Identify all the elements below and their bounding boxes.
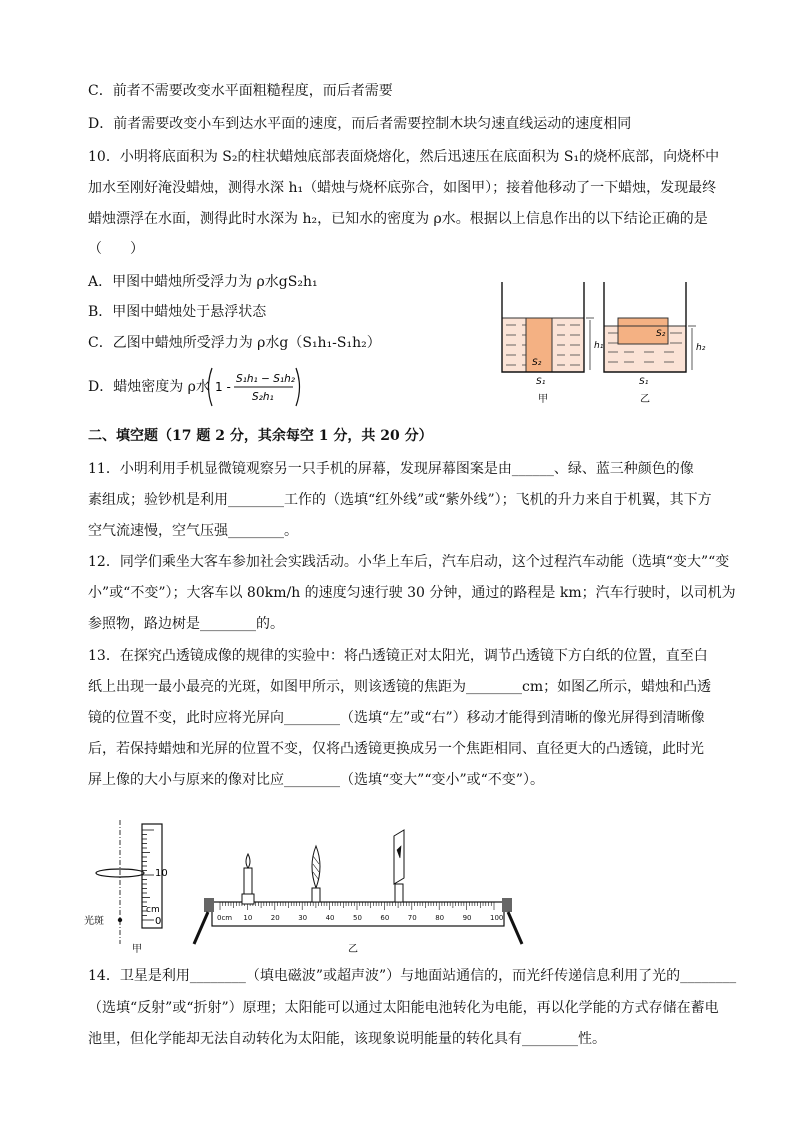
q10-line1: 10．小明将底面积为 S₂的柱状蜡烛底部表面烧熔化，然后迅速压在底面积为 S₁的烧杯底部，向烧杯中: [88, 149, 720, 165]
bench-label: 70: [407, 914, 417, 922]
option-d-formula: [204, 364, 304, 410]
figure-jia: [84, 820, 168, 955]
q10-figure: [494, 280, 714, 410]
q13-line4: 后，若保持蜡烛和光屏的位置不变，仅将凸透镜更换成另一个焦距相同、直径更大的凸透镜，此时光: [88, 741, 704, 757]
q10-line4: （ ）: [88, 241, 144, 257]
bench-label: 30: [298, 914, 308, 922]
light-spot: [118, 918, 122, 922]
q11-line3: 空气流速慢，空气压强________。: [88, 523, 298, 539]
bench-label: 90: [462, 914, 472, 922]
bench-label: 50: [353, 914, 362, 922]
figure-yi: [194, 830, 522, 955]
spot-label: 光斑: [84, 916, 104, 927]
bench-lens: [312, 846, 320, 902]
bench-label: 100: [490, 914, 504, 922]
bench-label: 80: [435, 914, 445, 922]
q14-line3: 池里，但化学能却无法自动转化为太阳能，该现象说明能量的转化具有________性。: [88, 1031, 606, 1047]
beaker-jia: [502, 282, 604, 405]
formula-denominator: S₂h₁: [252, 391, 274, 403]
ruler-cm: cm: [146, 905, 160, 915]
option-d-prefix: D．蜡烛密度为 ρ水: [88, 379, 210, 395]
candle: [242, 854, 254, 904]
label-s1-jia: S₁: [536, 377, 546, 387]
q12-line2: 小”或“不变”）；大客车以 80km/h 的速度匀速行驶 30 分钟，通过的路程是 km；汽车行驶时，以司机为: [88, 585, 736, 601]
candle-flame: [246, 854, 250, 868]
label-s1-yi: S₁: [639, 377, 649, 387]
bench-right-end: [502, 898, 512, 912]
q10-option-c: C．乙图中蜡烛所受浮力为 ρ水g（S₁h₁-S₁h₂）: [88, 335, 381, 351]
formula-one: 1 -: [215, 380, 231, 394]
bench-label: 40: [325, 914, 335, 922]
q12-line3: 参照物，路边树是________的。: [88, 616, 284, 632]
q14-line1: 14．卫星是利用________（填电磁波”或超声波”）与地面站通信的，而光纤传递信息利用了光的________: [88, 968, 737, 984]
caption-yi-13: 乙: [348, 944, 358, 955]
ruler-0: 0: [155, 916, 162, 927]
q10-option-b: B．甲图中蜡烛处于悬浮状态: [88, 304, 267, 320]
caption-jia-13: 甲: [132, 944, 142, 955]
section-2-heading: 二、填空题（17 题 2 分，其余每空 1 分，共 20 分）: [88, 428, 433, 444]
caption-yi: 乙: [640, 394, 650, 405]
caption-jia: 甲: [538, 394, 548, 405]
option-c-prev: C．前者不需要改变水平面粗糙程度，而后者需要: [88, 83, 393, 99]
bench-left-end: [204, 898, 214, 912]
formula-numerator: S₁h₁ − S₁h₂: [236, 373, 295, 385]
bench-label: 60: [380, 914, 390, 922]
label-s2-yi: S₂: [656, 329, 666, 339]
bench-label: 10: [243, 914, 253, 922]
q13-line2: 纸上出现一最小最亮的光斑，如图甲所示，则该透镜的焦距为________cm；如图乙所示，蜡烛和凸透: [88, 679, 712, 695]
q10-option-a: A．甲图中蜡烛所受浮力为 ρ水gS₂h₁: [88, 274, 318, 290]
q10-line2: 加水至刚好淹没蜡烛，测得水深 h₁（蜡烛与烧杯底弥合，如图甲）；接着他移动了一下蜡烛，发现最终: [88, 180, 717, 196]
ruler-10: 10: [155, 868, 168, 879]
bench-label: 20: [270, 914, 280, 922]
label-h1: h₁: [594, 341, 604, 351]
q12-line1: 12．同学们乘坐大客车参加社会实践活动。小华上车后，汽车启动，这个过程汽车动能（选填“变大”“变: [88, 554, 730, 570]
q10-option-d: [88, 378, 210, 396]
beaker-yi: [604, 282, 706, 405]
bench-screen: [394, 830, 404, 902]
label-s2-jia: S₂: [532, 358, 542, 368]
option-d-prev: D．前者需要改变小车到达水平面的速度，而后者需要控制木块匀速直线运动的速度相同: [88, 116, 632, 132]
q10-line3: 蜡烛漂浮在水面，测得此时水深为 h₂，已知水的密度为 ρ水。根据以上信息作出的以下结论正确的是: [88, 211, 708, 227]
q13-line3: 镜的位置不变，此时应将光屏向________（选填“左”或“右”）移动才能得到清晰的像光屏得到清晰像: [88, 710, 705, 726]
q13-figure: [84, 816, 524, 962]
q13-line1: 13．在探究凸透镜成像的规律的实验中：将凸透镜正对太阳光，调节凸透镜下方白纸的位置，直至白: [88, 648, 708, 664]
q11-line1: 11．小明利用手机显微镜观察另一只手机的屏幕，发现屏幕图案是由______、绿、蓝三种颜色的像: [88, 461, 694, 477]
q14-line2: （选填“反射”或“折射”）原理；太阳能可以通过太阳能电池转化为电能，再以化学能的方式存储在蓄电: [88, 1000, 719, 1016]
q13-line5: 屏上像的大小与原来的像对比应________（选填“变大”“变小”或“不变”）。: [88, 772, 544, 788]
label-h2: h₂: [696, 343, 706, 353]
bench-label: 0cm: [217, 914, 233, 922]
q11-line2: 素组成；验钞机是利用________工作的（选填“红外线”或“紫外线”）；飞机的升力来自于机翼，其下方: [88, 492, 712, 508]
